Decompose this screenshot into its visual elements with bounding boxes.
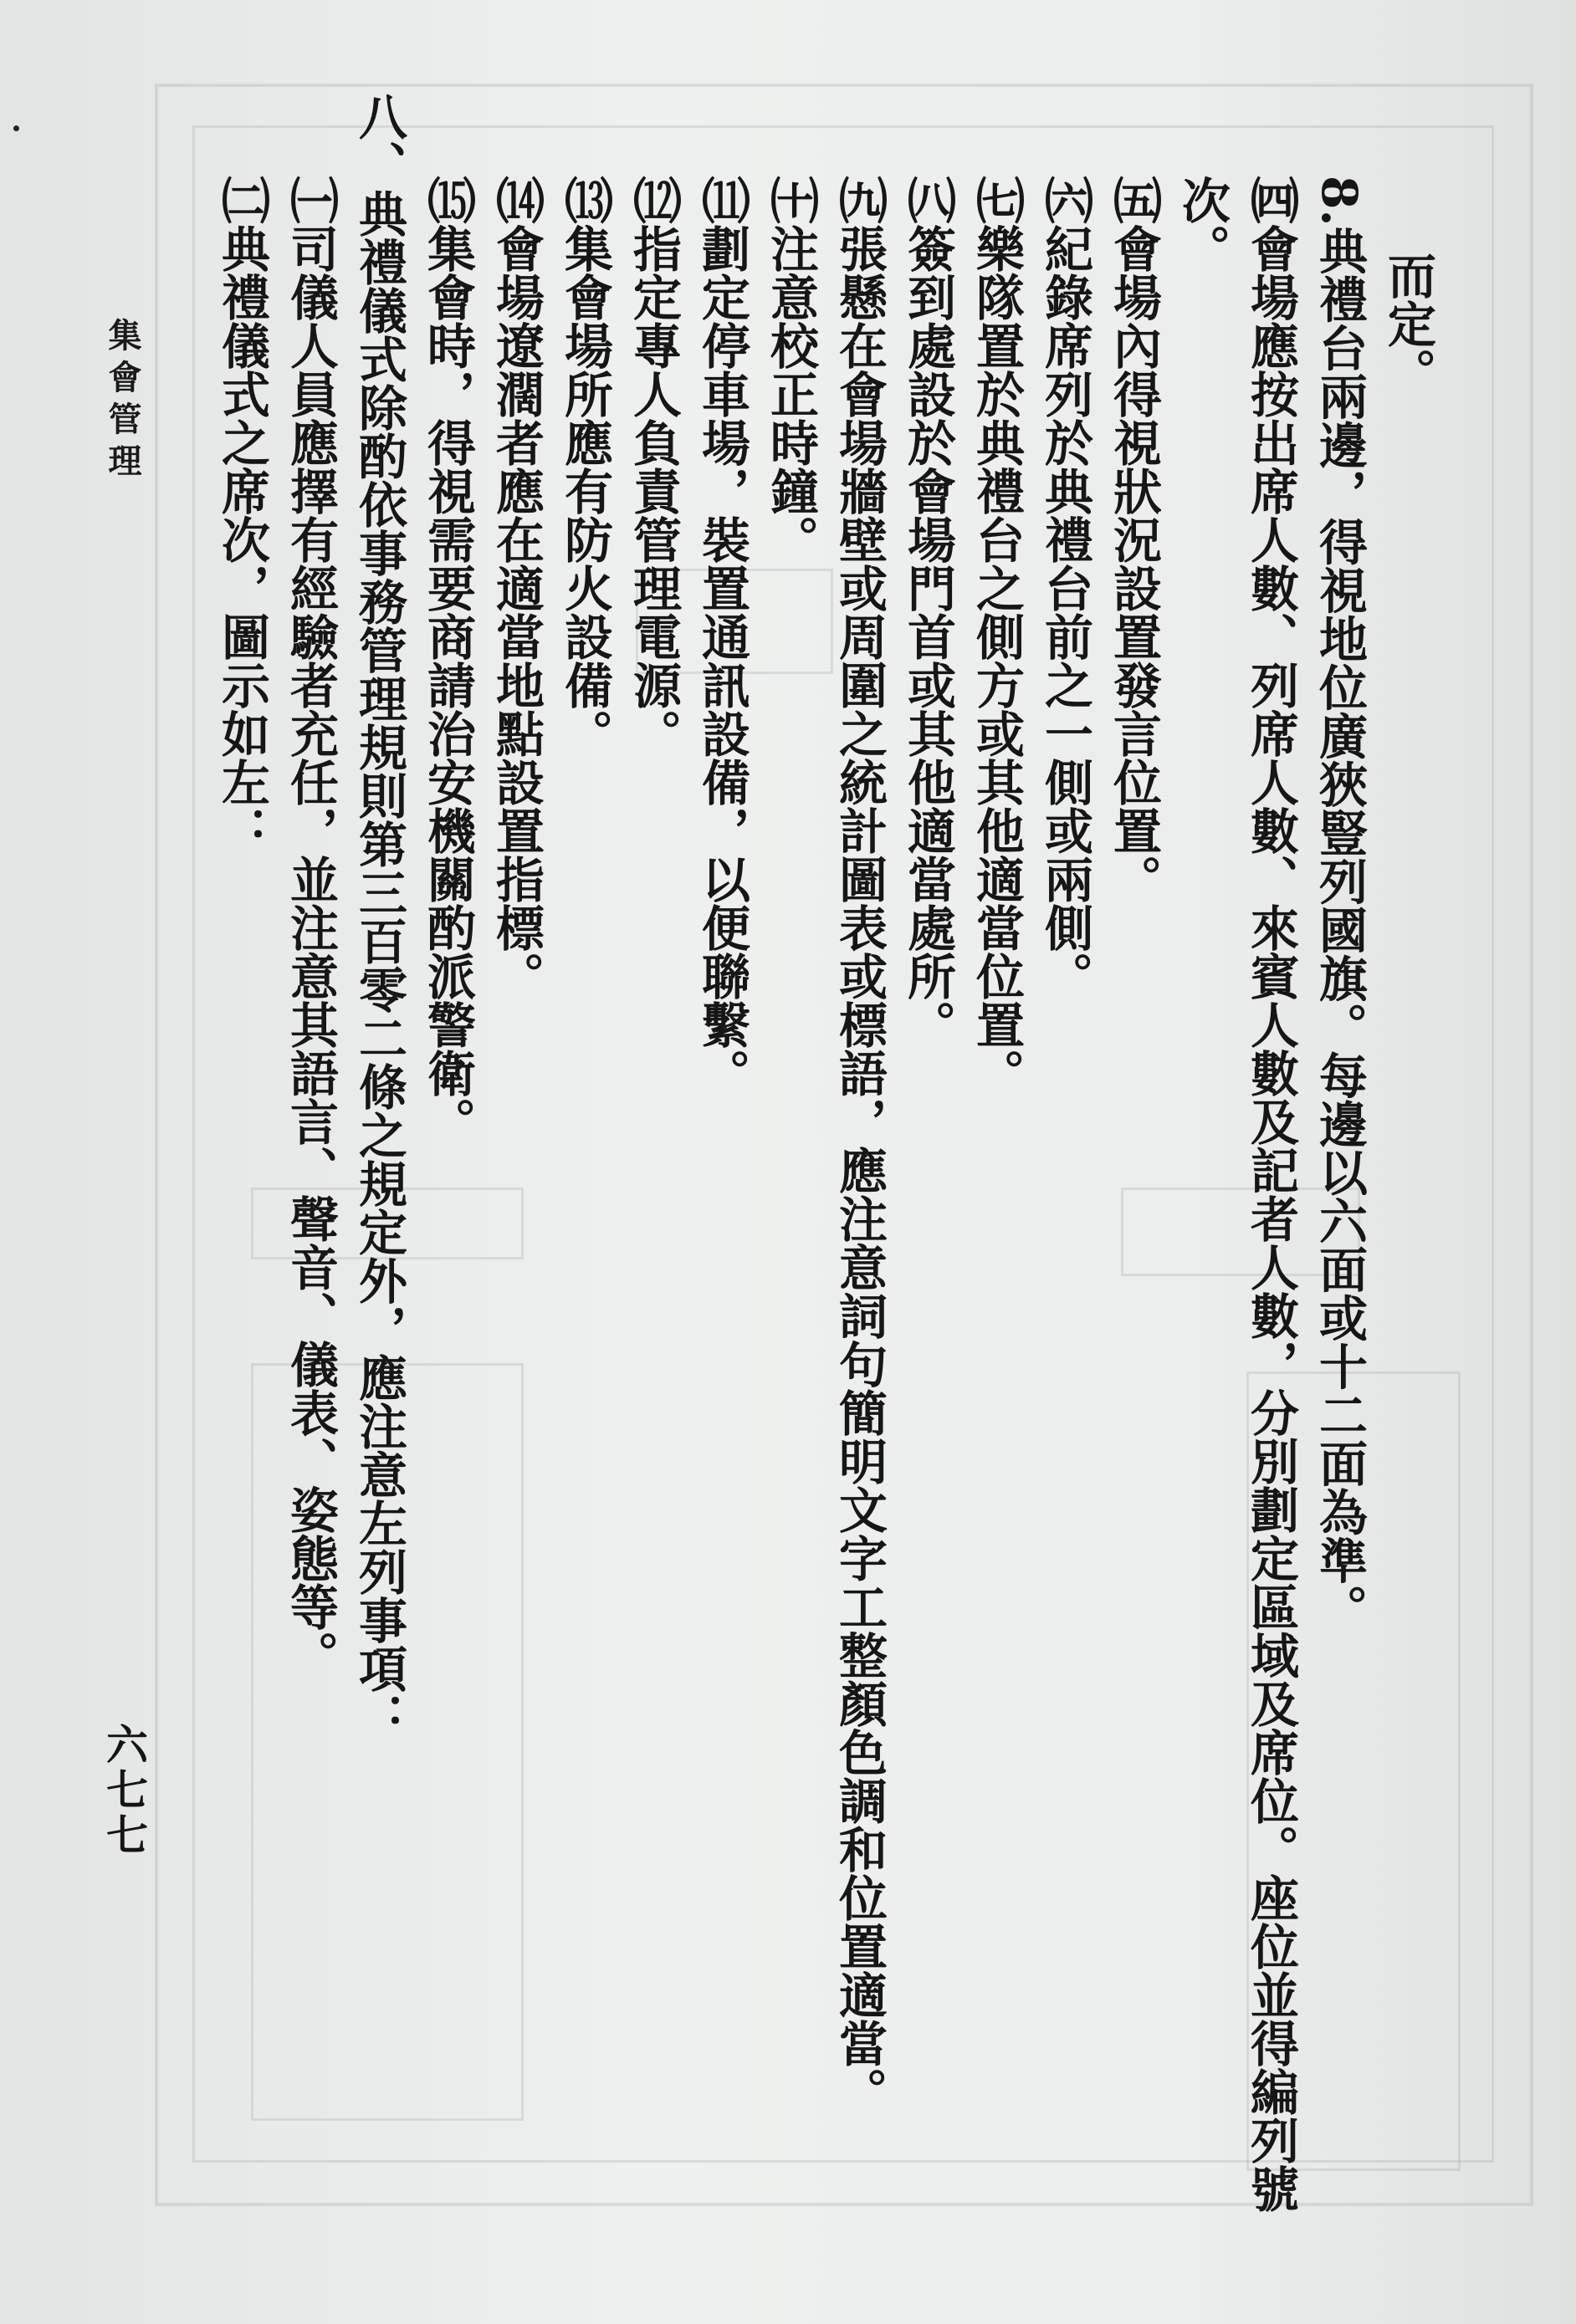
text-line: ㈧簽到處設於會場門首或其他適當處所。 [899,176,956,1049]
ink-speck [13,125,19,131]
text-line: ㈨張懸在會場牆壁或周圍之統計圖表或標語，應注意詞句簡明文字工整顏色調和位置適當。 [831,176,888,2116]
text-line: ㈣會場應按出席人數、列席人數、來賓人數及記者人數，分別劃定區域及席位。座位並得編列號 [1242,176,1299,2213]
text-line: 8.典禮台兩邊，得視地位廣狹豎列國旗。每邊以六面或十二面為準。 [1311,176,1368,1633]
text-line: ⑾劃定停車場，裝置通訊設備，以便聯繫。 [693,176,750,1097]
text-line: ⒂集會時，得視需要商請治安機關酌派警衛。 [419,176,476,1146]
text-line: ⒀集會場所應有防火設備。 [556,176,613,758]
text-line: 次。 [1174,176,1231,273]
text-line: 而定。 [1379,251,1436,396]
text-line: ㈤會場內得視狀況設置發言位置。 [1105,176,1162,903]
text-line: ㈥紀錄席列於典禮台前之一側或兩側。 [1036,176,1093,1000]
body-text [207,67,1442,2241]
page-number: 六七七 [100,1723,149,1858]
text-line: ㈦樂隊置於典禮台之側方或其他適當位置。 [968,176,1025,1097]
text-line: ⒁會場遼濶者應在適當地點設置指標。 [488,176,545,1000]
text-line: ㈠司儀人員應擇有經驗者充任，並注意其語言、聲音、儀表、姿態等。 [282,176,339,1679]
text-line: ㈩注意校正時鐘。 [762,176,819,564]
text-line: 八、典禮儀式除酌依事務管理規則第三百零二條之規定外，應注意左列事項： [351,92,407,1741]
text-line: ㈡典禮儀式之席次，圖示如左： [213,176,270,855]
running-head: 集會管理 [103,318,142,485]
text-line: ⑿指定專人負責管理電源。 [625,176,682,758]
